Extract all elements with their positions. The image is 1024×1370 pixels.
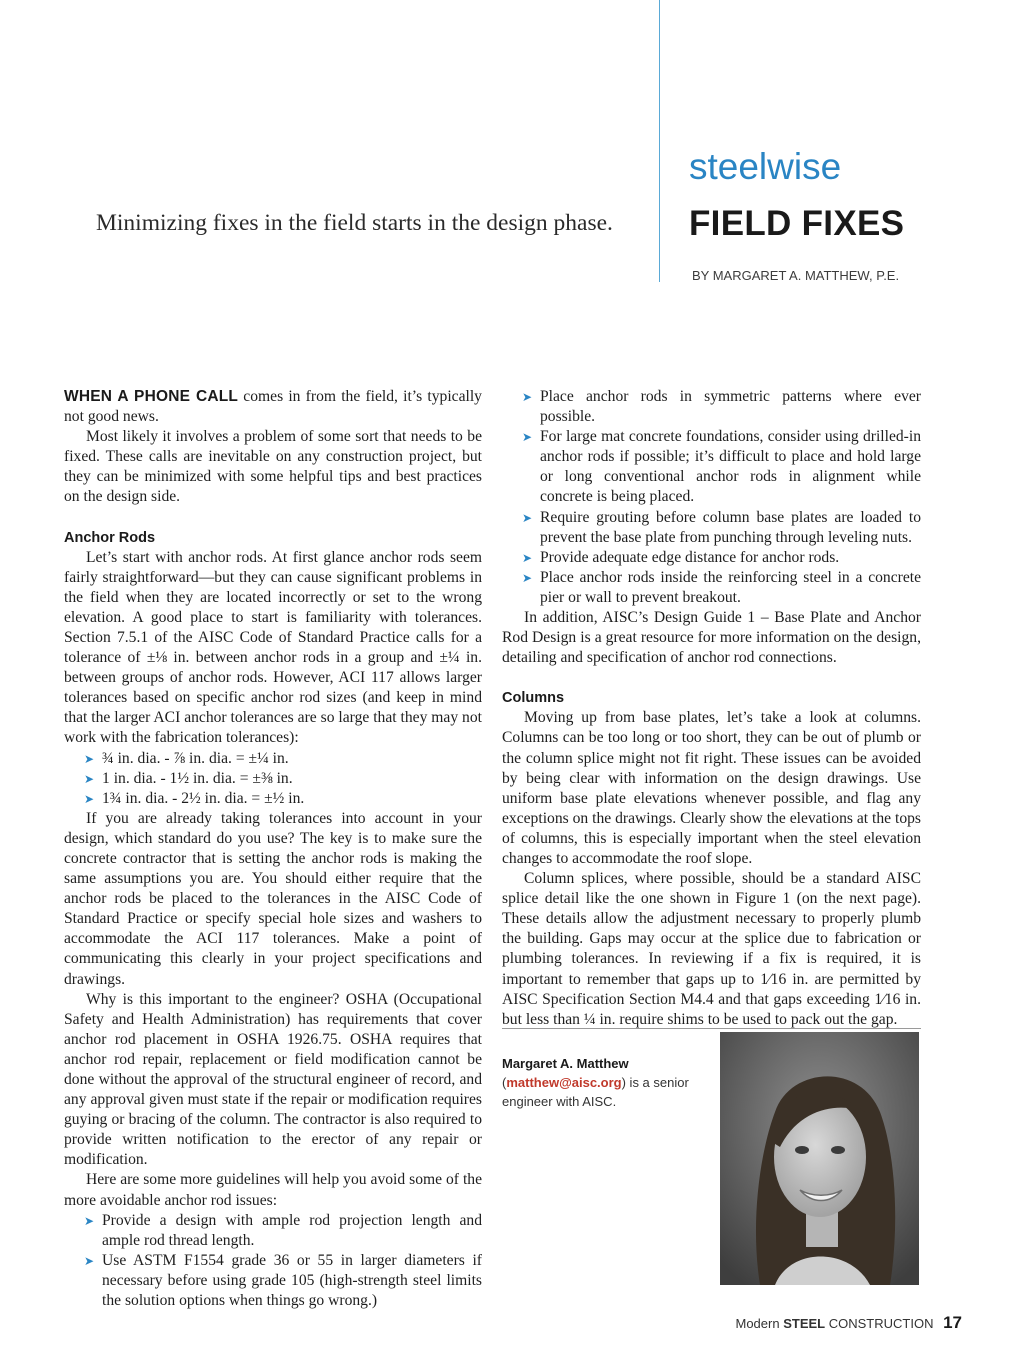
guideline-list-continued (502, 387, 921, 608)
paragraph: Most likely it involves a problem of some sort that needs to be fixed. These calls are inevitable on any construction project, but they can be minimized with some helpful tips and best practices on the design side. (64, 428, 482, 506)
header-divider (659, 0, 660, 282)
author-description (502, 1073, 702, 1111)
tolerance-list (64, 749, 482, 809)
author-portrait-image (720, 1032, 919, 1285)
list-item-text: Place anchor rods in symmetric patterns where ever possible. (540, 388, 921, 426)
bio-paren: ( (502, 1075, 507, 1090)
author-bio (502, 1054, 702, 1111)
page-footer (736, 1313, 963, 1333)
arrow-bullet-icon: ➤ (84, 1213, 95, 1228)
list-item (502, 568, 921, 608)
list-item-text: ¾ in. dia. - ⅞ in. dia. = ±¼ in. (102, 749, 289, 767)
author-photo (720, 1032, 919, 1285)
paragraph: Why is this important to the engineer? OSHA (Occupational Safety and Health Administration) has requirements that cover anchor rod placement in OSHA 1926.75. OSHA requires that anchor rod repair, replacement or field modification cannot be done without the approval of the structural engineer of record, and any approval given must state if the repair or modification requires guying or bracing of the column. The contractor is also required to provide written notification to the erector of any repair or modification. (64, 990, 482, 1169)
paragraph: In addition, AISC’s Design Guide 1 – Base Plate and Anchor Rod Design is a great resource for more information on the design, detailing and specification of anchor rod connections. (502, 609, 921, 667)
arrow-bullet-icon: ➤ (522, 550, 533, 565)
paragraph: Let’s start with anchor rods. At first glance anchor rods seem fairly straightforward—but they can cause significant problems in the field when they are located incorrectly or set to the wrong elevation. A good place to start is familiarity with tolerances. Section 7.5.1 of the AISC Code of Standard Practice calls for a tolerance of ±⅛ in. between anchor rods in a group and ±¼ in. between groups of anchor rods. However, ACI 117 allows larger tolerances based on specific anchor rod sizes (and keep in mind that the larger ACI anchor tolerances are so large that they may not work with the fabrication tolerances): (64, 548, 482, 747)
guideline-list (64, 1211, 482, 1311)
list-item-text: Provide a design with ample rod projection length and ample rod thread length. (102, 1211, 482, 1249)
bio-text: ) is a senior engineer with AISC. (502, 1075, 689, 1109)
byline: BY MARGARET A. MATTHEW, P.E. (692, 268, 900, 283)
arrow-bullet-icon: ➤ (522, 570, 533, 585)
list-item-text: Place anchor rods inside the reinforcing steel in a concrete pier or wall to prevent breakout. (540, 568, 921, 606)
list-item (502, 427, 921, 507)
right-column (502, 387, 921, 1030)
arrow-bullet-icon: ➤ (522, 390, 533, 404)
list-item-text: Use ASTM F1554 grade 36 or 55 in larger diameters if necessary before using grade 105 (high-strength steel limits the solution options when things go wrong.) (102, 1251, 482, 1310)
list-item (64, 789, 482, 809)
list-item-text: 1¾ in. dia. - 2½ in. dia. = ±½ in. (102, 789, 305, 807)
list-item (502, 548, 921, 568)
list-item-text: Provide adequate edge distance for anchor rods. (540, 548, 840, 566)
author-name: Margaret A. Matthew (502, 1056, 629, 1071)
list-item (64, 749, 482, 769)
intro-paragraph (64, 387, 482, 427)
author-email-link[interactable]: matthew@aisc.org (506, 1075, 622, 1090)
article-title: FIELD FIXES (689, 204, 905, 243)
footer-construction: CONSTRUCTION (828, 1316, 934, 1331)
arrow-bullet-icon: ➤ (522, 430, 533, 445)
bio-divider (502, 1028, 921, 1029)
paragraph: If you are already taking tolerances into account in your design, which standard do you use? The key is to make sure the concrete contractor that is setting the anchor rods is making the same assumptions you are. You should either require that the anchor rods be placed to the tolerances in the AISC Code of Standard Practice or specify special hole sizes and washers to accommodate the ACI 117 tolerances. Make a point of communicating this clearly in your project specifications and drawings. (64, 809, 482, 988)
list-item-text: 1 in. dia. - 1½ in. dia. = ±⅜ in. (102, 769, 293, 787)
list-item (64, 1211, 482, 1251)
arrow-bullet-icon: ➤ (84, 751, 95, 766)
list-item (64, 769, 482, 789)
page-number: 17 (943, 1313, 962, 1332)
footer-steel: STEEL (783, 1316, 826, 1331)
list-item (502, 508, 921, 548)
list-item-text: For large mat concrete foundations, consider using drilled-in anchor rods if possible; it’s difficult to place and hold large or long conventional anchor rods in alignment while concrete is being placed. (540, 428, 921, 506)
paragraph: Column splices, where possible, should be a standard AISC splice detail like the one shown in Figure 1 (on the next page). These details allow the adjustment necessary to properly plumb the building. Gaps may occur at the splice due to fabrication or plumbing tolerances. In reviewing if a fix is required, it is important to remember that gaps up to 1⁄16 in. are permitted by AISC Specification Section M4.4 and that gaps exceeding 1⁄16 in. but less than ¼ in. require shims to be used to pack out the gap. (502, 870, 921, 1028)
left-column (64, 387, 482, 1311)
footer-modern: Modern (735, 1316, 780, 1331)
paragraph: Here are some more guidelines will help you avoid some of the more avoidable anchor rod issues: (64, 1171, 482, 1209)
section-heading-columns: Columns (502, 690, 565, 707)
section-heading-anchor-rods: Anchor Rods (64, 529, 156, 546)
lead-in: WHEN A PHONE CALL (64, 388, 239, 405)
list-item (502, 387, 921, 427)
column-kicker: steelwise (689, 146, 842, 187)
intro-text: comes in from the field, it’s typically not good news. (64, 388, 482, 426)
list-item (64, 1251, 482, 1311)
arrow-bullet-icon: ➤ (84, 1253, 95, 1268)
paragraph: Moving up from base plates, let’s take a look at columns. Columns can be too long or too short, they can be out of plumb or the column splice might not fit right. These issues can be avoided by being clear with information on the design drawings. Use uniform base plate elevations whenever possible, and flag any exceptions on the drawings. Clearly show the elevations at the tops of columns, this is especially important when the steel elevation changes to accommodate the roof slope. (502, 709, 921, 867)
list-item-text: Require grouting before column base plates are loaded to prevent the base plate from punching through leveling nuts. (540, 508, 921, 546)
arrow-bullet-icon: ➤ (84, 771, 95, 786)
arrow-bullet-icon: ➤ (84, 791, 95, 806)
article-subtitle: Minimizing fixes in the field starts in the design phase. (96, 210, 613, 236)
arrow-bullet-icon: ➤ (522, 510, 533, 525)
